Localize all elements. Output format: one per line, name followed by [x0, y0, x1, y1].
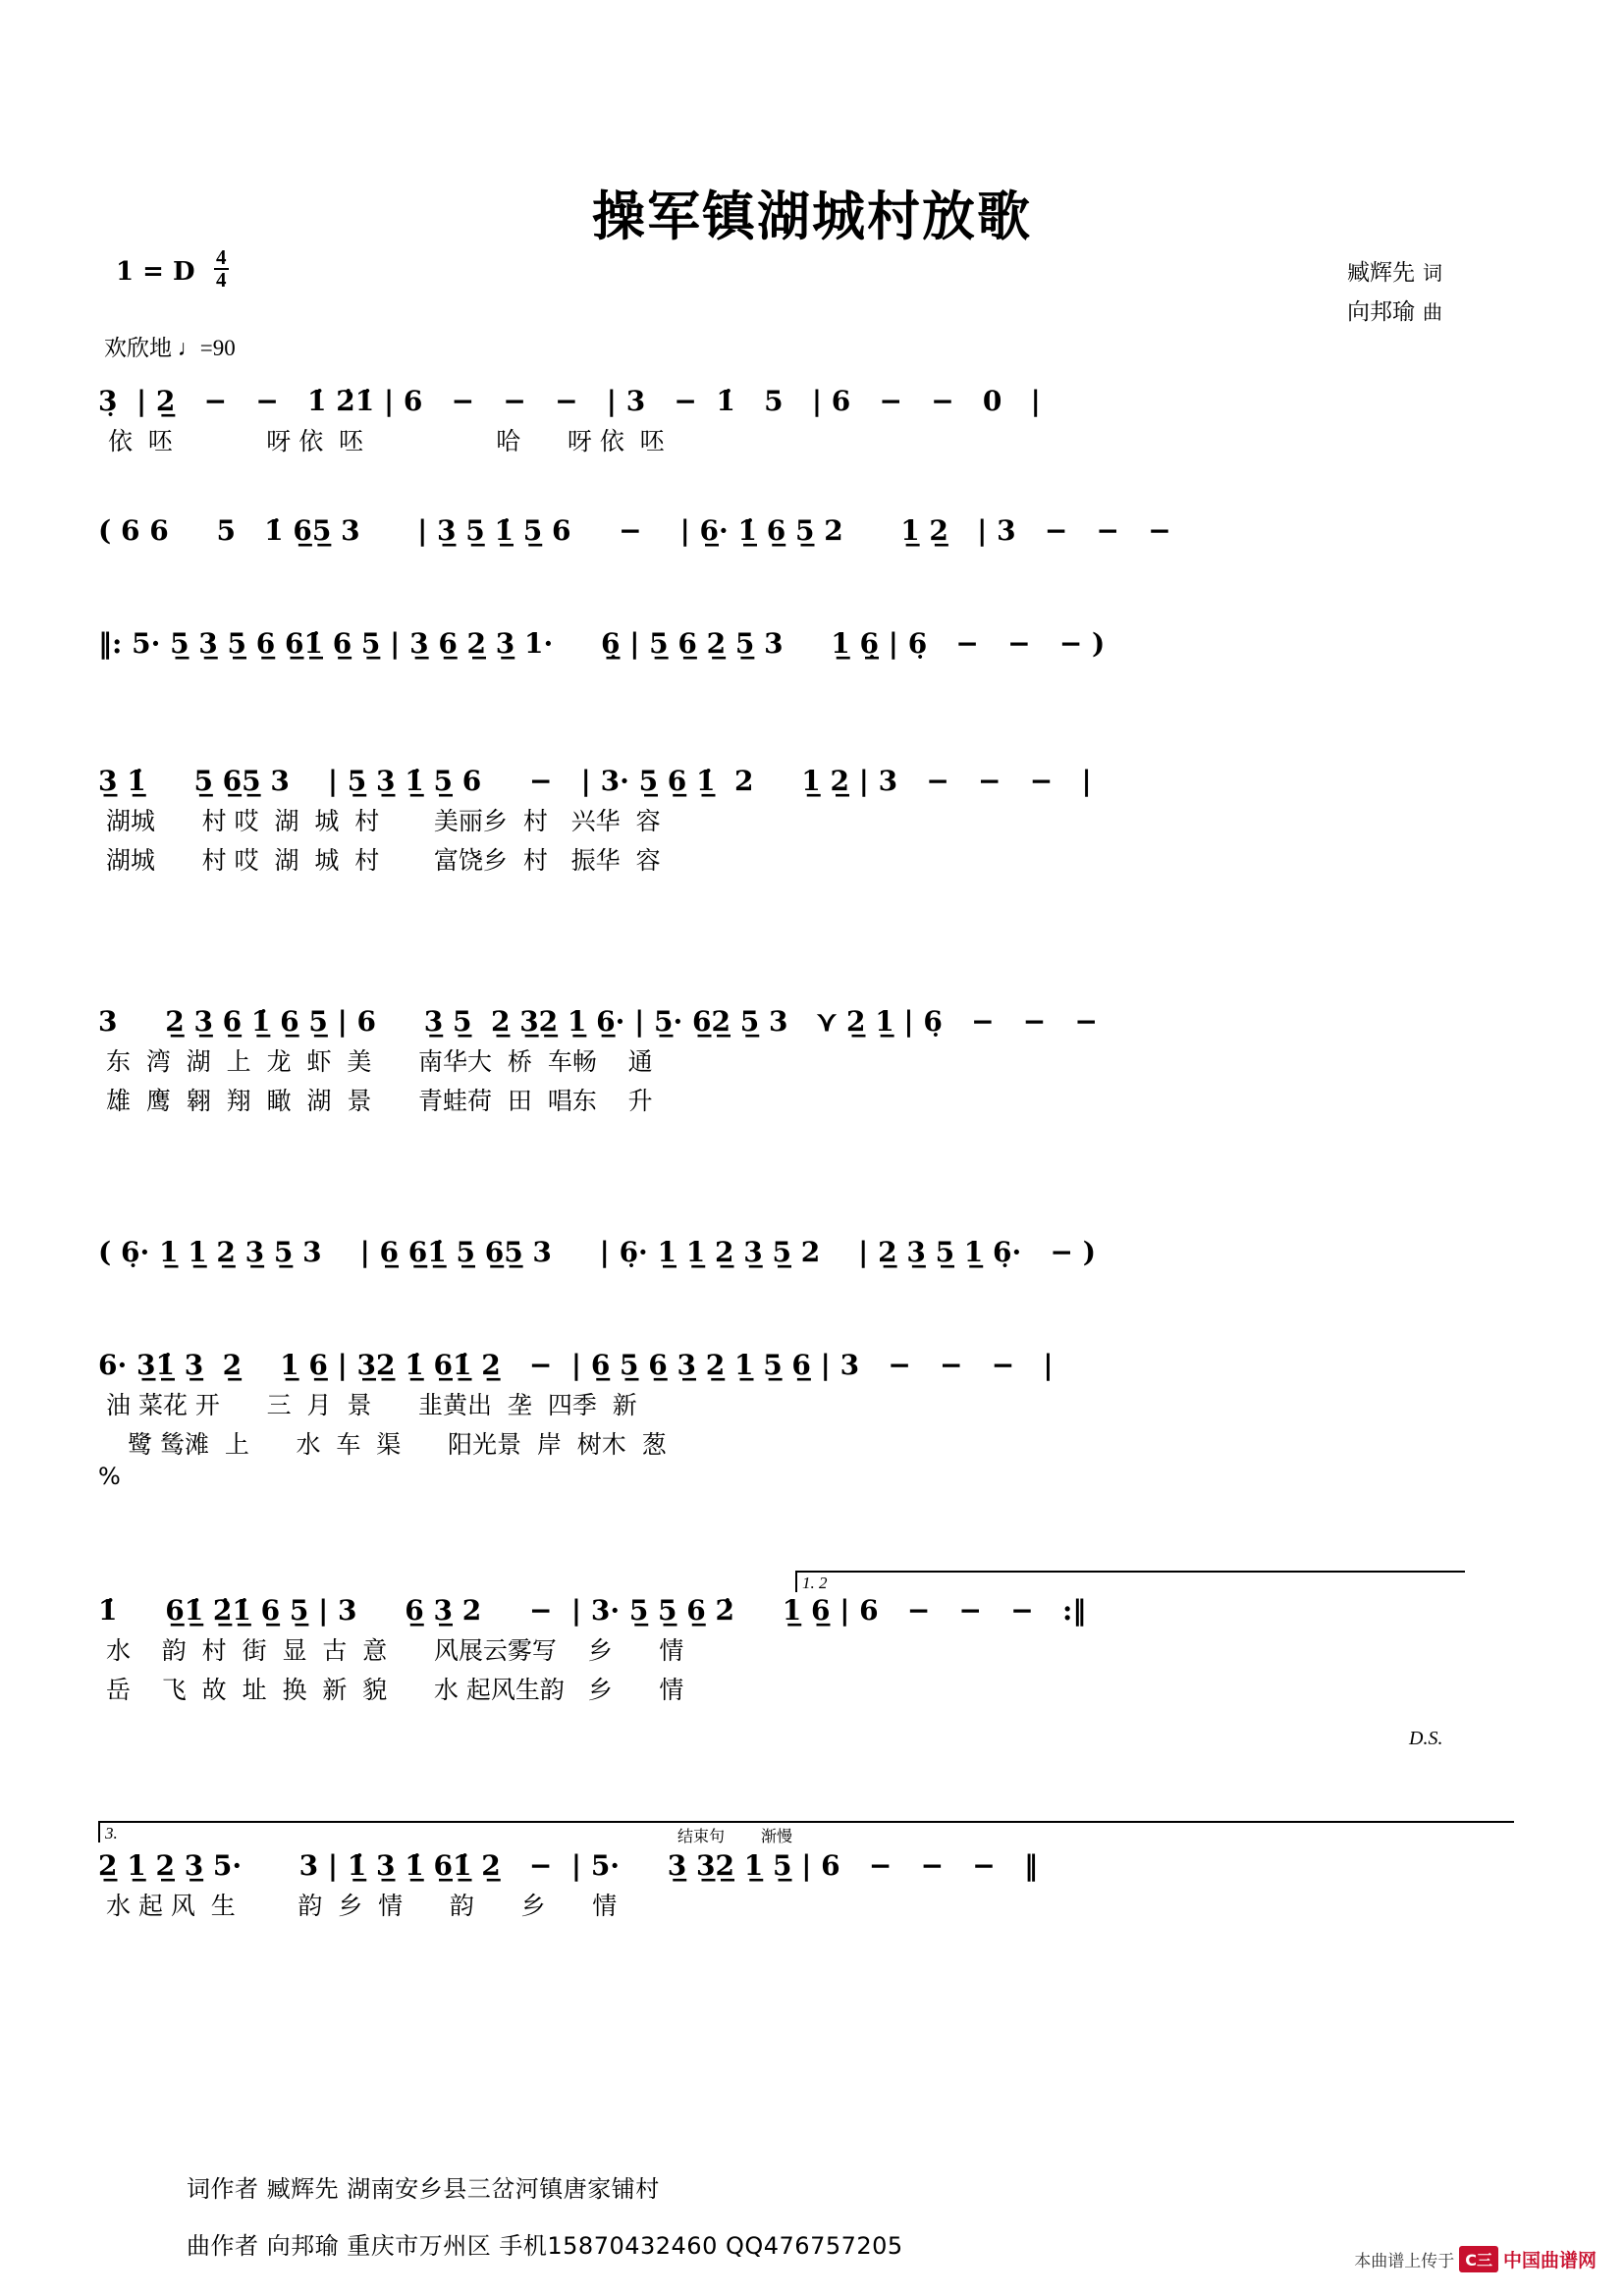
lyrics-row-verse1: 东 湾 湖 上 龙 虾 美 南华大 桥 车畅 通	[106, 1047, 653, 1076]
lyrics-row-verse1: 油 菜花 开 三 月 景 韭黄出 垄 四季 新	[106, 1391, 637, 1419]
notation-row: ( 6 6 5 1̇ 6̲5̲ 3 | 3̲ 5̲ 1̲̇ 5̲ 6 − | 6̲· 1̲̇ 6̲ 5̲ 2 1̲ 2̲ | 3 − − −	[98, 514, 1171, 547]
notation-row: 3̲ 1̲̇ 5̲ 6̲5̲ 3 | 5̲ 3̲ 1̲̇ 5̲ 6 − | 3· 5̲ 6̲ 1̲̇ 2 1̲ 2̲ | 3 − − − |	[98, 765, 1092, 797]
staff-system-9	[98, 1845, 1512, 1926]
staff-system-2	[98, 510, 1512, 552]
lyrics-row: 依 呸 呀 依 呸 哈 呀 依 呸	[108, 427, 665, 455]
volta-bracket-1-2	[795, 1571, 1465, 1592]
ending-phrase-label: 结束句	[677, 1827, 726, 1845]
staff-system-3	[98, 623, 1512, 665]
notation-row: ( 6̣· 1̲ 1̲ 2̲ 3̲ 5̲ 3 | 6̲ 6̲1̲̇ 5̲ 6̲5̲ 3 | 6̣· 1̲ 1̲ 2̲ 3̲ 5̲ 2 | 2̲ 3̲ 5̲ 1̲ 6̣· − )	[98, 1236, 1096, 1268]
key-signature	[116, 257, 195, 287]
lyricist-role: 词	[1423, 263, 1442, 285]
segno-mark: %	[98, 1463, 121, 1490]
lyrics-row-verse1: 水 韵 村 街 显 古 意 风展云雾写 乡 情	[106, 1636, 684, 1665]
staff-system-6	[98, 1232, 1512, 1273]
lyrics-row-verse2: 岳 飞 故 址 换 新 貌 水 起风生韵 乡 情	[106, 1676, 684, 1704]
composer-line	[1347, 293, 1442, 332]
lyrics-row-verse1: 湖城 村 哎 湖 城 村 美丽乡 村 兴华 容	[106, 807, 661, 835]
lyrics-row-verse2: 湖城 村 哎 湖 城 村 富饶乡 村 振华 容	[106, 846, 661, 875]
time-signature	[214, 247, 229, 291]
notation-row: 2̲ 1̲ 2̲ 3̲ 5· 3 | 1̲̇ 3̲ 1̲̇ 6̲1̲̇ 2̲ − | 5· 3̲ 3̲2̲ 1̲ 5̲ | 6 − − − ‖	[98, 1849, 1038, 1882]
composer-role: 曲	[1423, 302, 1442, 325]
staff-system-5	[98, 1001, 1512, 1121]
staff-system-7	[98, 1345, 1512, 1465]
staff-system-8	[98, 1590, 1512, 1710]
notation-row: 3̣ | 2̲ − − 1̇ 2̇1̇ | 6 − − − | 3 − 1̇ 5 | 6 − − 0 |	[98, 385, 1041, 417]
lyrics-row-verse2: 鹭 鸶滩 上 水 车 渠 阳光景 岸 树木 葱	[128, 1430, 667, 1459]
staff-system-4	[98, 761, 1512, 881]
notation-row: ‖: 5· 5̲ 3̲ 5̲ 6̲ 6̲1̲̇ 6̲ 5̲ | 3̲ 6̲ 2̲ 3̲ 1· 6̣̲ | 5̲ 6̲ 2̲ 5̲ 3 1̲ 6̣̲ | 6̣ − − − )	[98, 627, 1106, 660]
credits	[1347, 253, 1442, 333]
site-watermark	[1354, 2246, 1597, 2272]
lyricist-name: 臧辉先	[1347, 260, 1415, 285]
upload-text: 本曲谱上传于	[1354, 2252, 1455, 2271]
footer-composer-info: 曲作者 向邦瑜 重庆市万州区 手机15870432460 QQ476757205	[187, 2232, 903, 2260]
lyricist-line	[1347, 253, 1442, 293]
tempo-marking: 欢欣地 ♩=90	[104, 336, 236, 360]
ritardando-label: 渐慢	[761, 1827, 793, 1845]
notation-row: 3 2̲ 3̲ 6̲ 1̲̇ 6̲ 5̲ | 6 3̲ 5̲ 2̲ 3̲2̲ 1̲ 6̲· | 5̲· 6̲2̲ 5̲ 3 ⋎ 2̲ 1̲ | 6̣ − − −	[98, 1005, 1098, 1038]
volta-label: 1. 2	[802, 1574, 828, 1592]
ds-marking: D.S.	[1409, 1728, 1443, 1749]
site-logo-icon: C三	[1459, 2246, 1498, 2272]
time-signature-denominator: 4	[216, 268, 227, 292]
composer-name: 向邦瑜	[1347, 299, 1415, 325]
notation-row: 6· 3̲1̲̇ 3̲ 2̲ 1̲ 6̲ | 3̲2̲ 1̲̇ 6̲1̲̇ 2̲ − | 6̲ 5̲ 6̲ 3̲ 2̲ 1̲ 5̲ 6̲ | 3 − − − |	[98, 1349, 1054, 1381]
staff-system-1	[98, 381, 1512, 461]
notation-row: 1̇ 6̲1̲̇ 2̲̇1̲̇ 6̲ 5̲ | 3 6̲ 3̲ 2 − | 3· 5̲ 5̲ 6̲ 2̇ 1̲ 6̲ | 6 − − − :‖	[98, 1594, 1087, 1627]
lyrics-row-verse2: 雄 鹰 翱 翔 瞰 湖 景 青蛙荷 田 唱东 升	[106, 1087, 653, 1115]
volta-label: 3.	[105, 1824, 118, 1842]
volta-bracket-3	[98, 1821, 1514, 1842]
key-signature-text: 1 = D	[116, 257, 195, 287]
time-signature-numerator: 4	[216, 245, 227, 269]
site-name: 中国曲谱网	[1502, 2250, 1597, 2271]
footer-lyricist-info: 词作者 臧辉先 湖南安乡县三岔河镇唐家铺村	[187, 2175, 660, 2203]
page-title: 操军镇湖城村放歌	[592, 185, 1032, 247]
lyrics-row-verse1: 水 起 风 生 韵 乡 情 韵 乡 情	[106, 1892, 618, 1920]
